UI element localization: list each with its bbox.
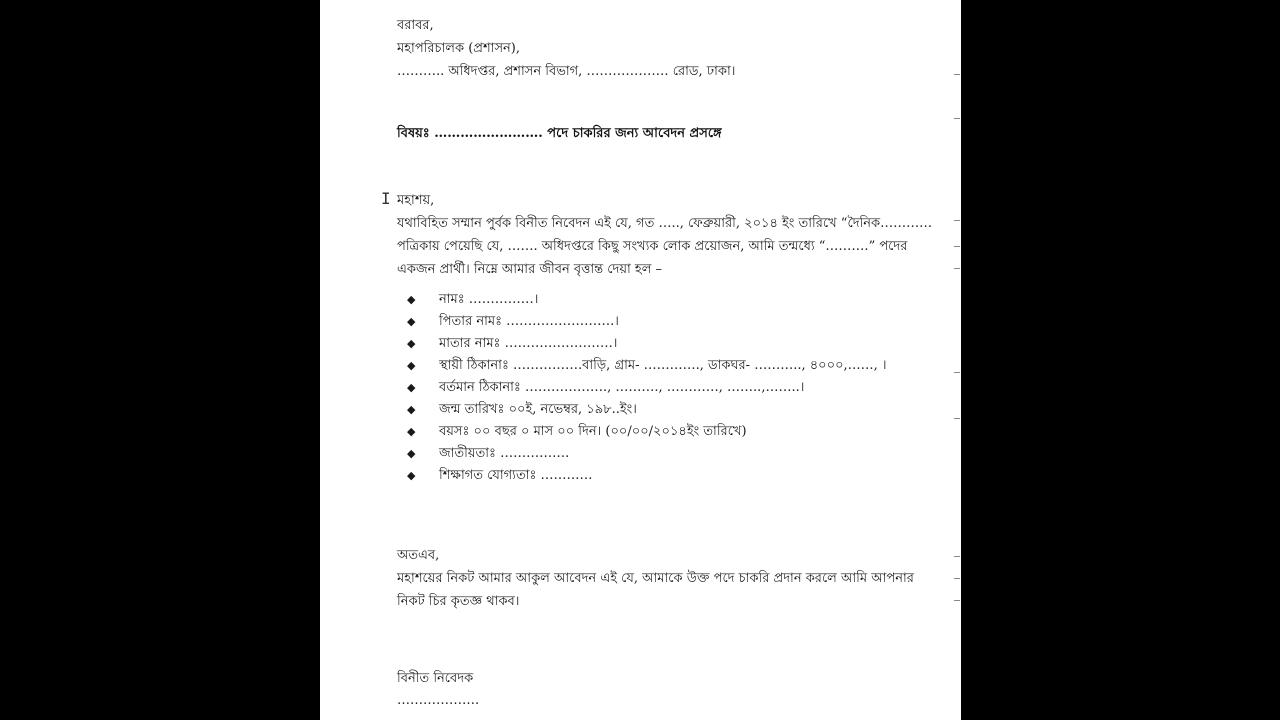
diamond-bullet-icon: ◆: [407, 315, 416, 328]
edge-mark: [954, 220, 960, 221]
detail-nationality: জাতীয়তাঃ …………….: [439, 446, 570, 461]
edge-mark: [954, 118, 960, 119]
edge-mark: [954, 600, 960, 601]
text-cursor-icon: I: [381, 189, 391, 208]
closing-block: [397, 544, 957, 613]
recipient-block: [397, 14, 957, 83]
detail-father-name: পিতার নামঃ …………………….।: [439, 314, 619, 329]
edge-mark: [954, 372, 960, 373]
list-item: [397, 333, 887, 355]
list-item: [397, 399, 887, 421]
diamond-bullet-icon: ◆: [407, 381, 416, 394]
body-line-2: পত্রিকায় পেয়েছি যে, ……. অধিদপ্তরে কিছু সংখ্যক লোক প্রয়োজন, আমি তন্মধ্যে “……….” পদের: [397, 239, 908, 254]
diamond-bullet-icon: ◆: [407, 359, 416, 372]
salutation: মহাশয়,: [397, 193, 435, 208]
body-line-3: একজন প্রার্থী। নিম্নে আমার জীবন বৃত্তান্ত দেয়া হল –: [397, 262, 663, 277]
list-item: [397, 421, 887, 443]
signature-label: বিনীত নিবেদক: [397, 671, 474, 686]
list-item: [397, 355, 887, 377]
letter-body: [397, 189, 957, 281]
detail-name: নামঃ ……………।: [439, 292, 539, 307]
diamond-bullet-icon: ◆: [407, 447, 416, 460]
edge-mark: [954, 246, 960, 247]
diamond-bullet-icon: ◆: [407, 469, 416, 482]
detail-permanent-address: স্থায়ী ঠিকানাঃ …………….বাড়ি, গ্রাম- …………., ডাকঘর- ……….., ৪০০০,……, ।: [439, 358, 887, 373]
detail-birth-date: জন্ম তারিখঃ ০০ই, নভেম্বর, ১৯৮..ইং।: [439, 402, 637, 417]
edge-mark: [954, 556, 960, 557]
detail-present-address: বর্তমান ঠিকানাঃ ………………., ………., …………, ……..,……..।: [439, 380, 805, 395]
diamond-bullet-icon: ◆: [407, 337, 416, 350]
list-item: [397, 465, 887, 487]
subject-line: বিষয়ঃ ……………………. পদে চাকরির জন্য আবেদন প্রসঙ্গে: [397, 126, 722, 141]
document-page: [320, 0, 961, 720]
detail-mother-name: মাতার নামঃ …………………….।: [439, 336, 618, 351]
list-item: [397, 443, 887, 465]
signature-blank: ……………….: [397, 693, 480, 708]
list-item: [397, 311, 887, 333]
diamond-bullet-icon: ◆: [407, 293, 416, 306]
recipient-line-3: ……….. অধিদপ্তর, প্রশাসন বিভাগ, ………………. রোড, ঢাকা।: [397, 64, 736, 79]
edge-mark: [954, 418, 960, 419]
page-edge-marks: [954, 0, 962, 720]
closing-line-1: অতএব,: [397, 548, 440, 563]
recipient-line-2: মহাপরিচালক (প্রশাসন),: [397, 41, 520, 56]
edge-mark: [954, 578, 960, 579]
detail-age: বয়সঃ ০০ বছর ০ মাস ০০ দিন। (০০/০০/২০১৪ইং তারিখে): [439, 424, 747, 439]
closing-line-2: মহাশয়ের নিকট আমার আকুল আবেদন এই যে, আমাকে উক্ত পদে চাকরি প্রদান করলে আমি আপনার: [397, 571, 914, 586]
edge-mark: [954, 268, 960, 269]
closing-line-3: নিকট চির কৃতজ্ঞ থাকব।: [397, 594, 520, 609]
detail-education: শিক্ষাগত যোগ্যতাঃ …………: [439, 468, 593, 483]
recipient-line-1: বরাবর,: [397, 18, 434, 33]
list-item: [397, 289, 887, 311]
body-line-1: যথাবিহিত সম্মান পুর্বক বিনীত নিবেদন এই যে, গত ….., ফেব্রুয়ারী, ২০১৪ ইং তারিখে “দৈনিক…………: [397, 216, 933, 231]
diamond-bullet-icon: ◆: [407, 425, 416, 438]
signature-block: [397, 668, 479, 712]
list-item: [397, 377, 887, 399]
edge-mark: [954, 74, 960, 75]
diamond-bullet-icon: ◆: [407, 403, 416, 416]
details-list: [397, 289, 887, 487]
